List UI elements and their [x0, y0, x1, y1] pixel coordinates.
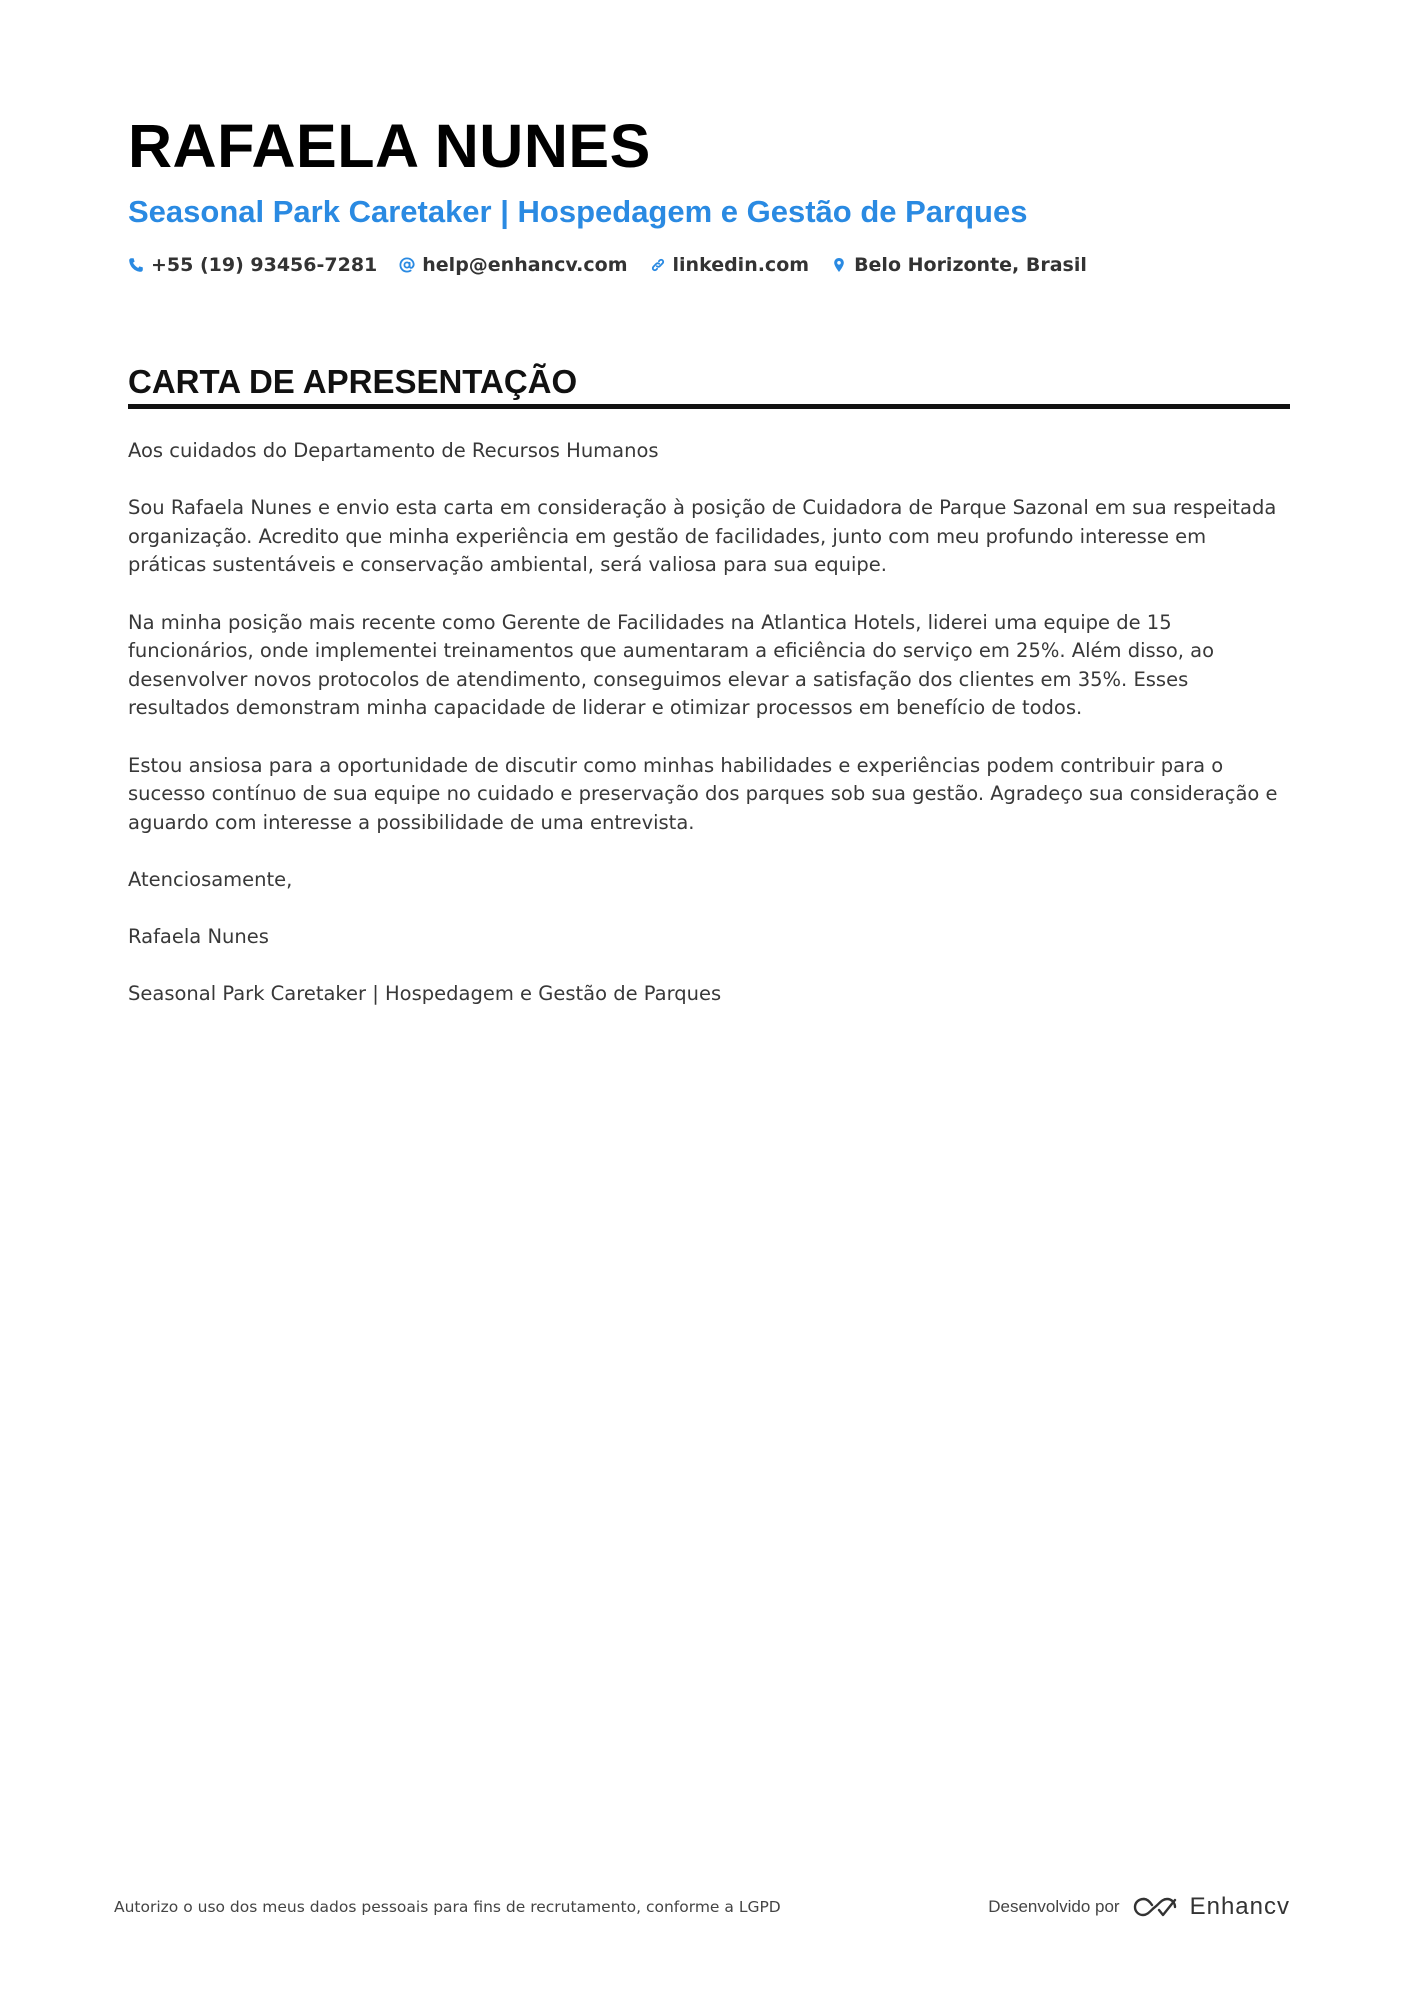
letter-signature-title: Seasonal Park Caretaker | Hospedagem e Gestão de Parques: [128, 982, 722, 1006]
letter-salutation: Aos cuidados do Departamento de Recursos Humanos: [128, 439, 659, 462]
page-footer: [114, 1893, 1290, 1921]
contact-location: [831, 254, 1087, 276]
link-icon: [650, 257, 666, 273]
resume-page: [128, 108, 1290, 1037]
contact-email[interactable]: [399, 254, 627, 276]
contact-linkedin[interactable]: [650, 254, 810, 276]
phone-icon: [128, 257, 144, 273]
letter-closing: Atenciosamente,: [128, 867, 293, 891]
brand-name: Enhancv: [1189, 1893, 1290, 1920]
lgpd-consent-text: Autorizo o uso dos meus dados pessoais para fins de recrutamento, conforme a LGPD: [114, 1898, 781, 1916]
letter-paragraph: Estou ansiosa para a oportunidade de discutir como minhas habilidades e experiências podem contribuir para o sucesso contínuo de sua equipe no cuidado e preservação dos parques sob sua gestão. Agradeço sua consideração e aguardo com interesse a possibilidade de uma entrevista.: [128, 753, 1278, 834]
location-pin-icon: [831, 257, 847, 273]
contact-location-text: Belo Horizonte, Brasil: [854, 254, 1087, 276]
contact-bar: [128, 254, 1290, 276]
powered-by-label: Desenvolvido por: [988, 1897, 1120, 1916]
candidate-headline: Seasonal Park Caretaker | Hospedagem e Gestão de Parques: [128, 194, 1028, 229]
contact-linkedin-text: linkedin.com: [672, 254, 810, 276]
candidate-name: RAFAELA NUNES: [128, 112, 651, 180]
cover-letter-body: [128, 437, 1290, 1009]
letter-signature-name: Rafaela Nunes: [128, 925, 269, 949]
section-title: CARTA DE APRESENTAÇÃO: [128, 362, 1290, 409]
brand-credit[interactable]: [988, 1893, 1290, 1921]
letter-paragraph: Na minha posição mais recente como Gerente de Facilidades na Atlantica Hotels, liderei uma equipe de 15 funcionários, onde implementei treinamentos que aumentaram a eficiência do serviço em 25%. Além disso, ao desenvolver novos protocolos de atendimento, conseguimos elevar a satisfação dos clientes em 35%. Esses resultados demonstram minha capacidade de liderar e otimizar processos em benefício de todos.: [128, 610, 1215, 720]
at-icon: [399, 257, 415, 273]
contact-email-text: help@enhancv.com: [422, 254, 628, 276]
letter-paragraph: Sou Rafaela Nunes e envio esta carta em consideração à posição de Cuidadora de Parque Sazonal em sua respeitada organização. Acredito que minha experiência em gestão de facilidades, junto com meu profundo interesse em práticas sustentáveis e conservação ambiental, será valiosa para sua equipe.: [128, 496, 1277, 577]
contact-phone-text: +55 (19) 93456-7281: [151, 254, 378, 276]
enhancv-logo-icon: [1132, 1894, 1178, 1920]
contact-phone[interactable]: [128, 254, 377, 276]
